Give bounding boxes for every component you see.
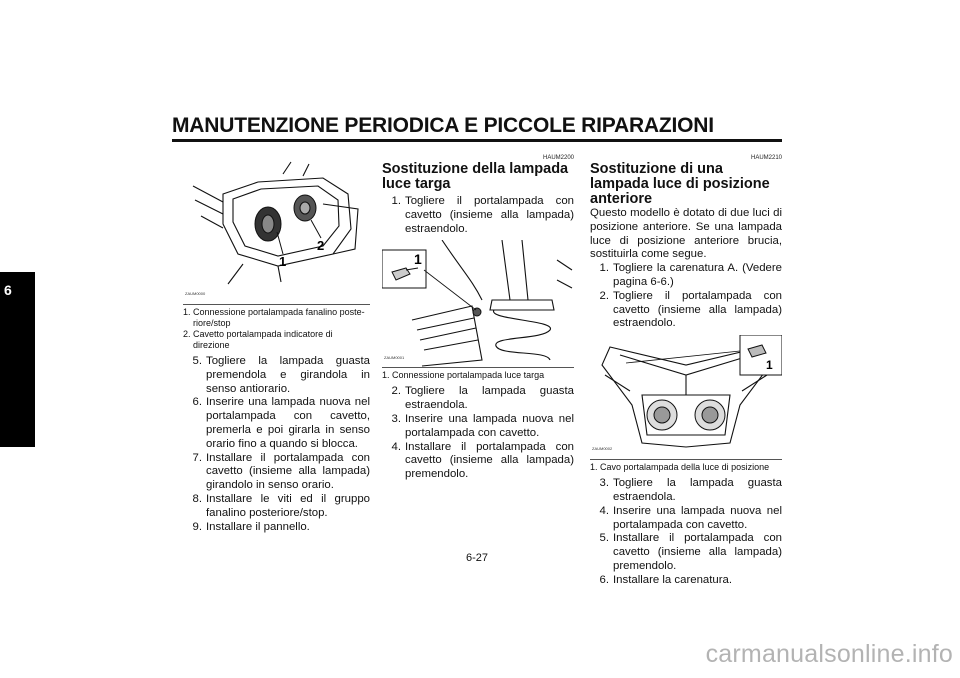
figure-callout: 1 [279, 254, 287, 269]
step-number: 7. [192, 451, 202, 464]
step-text: Installare il pannello. [206, 520, 310, 533]
column-1 [183, 154, 370, 534]
section-heading: Sostituzione di una lampada luce di posizione anteriore [590, 161, 770, 207]
step-text: Inserire una lampada nuova nel portalampada con cavetto. [613, 504, 782, 531]
caption-list [183, 307, 370, 351]
step-text: Installare la carenatura. [613, 573, 733, 586]
caption-list [382, 370, 574, 381]
step [590, 477, 782, 505]
step-text: Togliere la lampada guasta estraendola. [405, 385, 574, 412]
step-number: 6. [192, 396, 202, 409]
step [382, 441, 574, 482]
step-number: 1. [599, 262, 609, 275]
step-text: Installare le viti ed il gruppo fanalino posteriore/stop. [206, 492, 370, 519]
step [183, 493, 370, 521]
figure-callout: 1 [414, 251, 422, 268]
step-text: Installare il portalampada con cavetto (insieme alla lampada) premendolo. [405, 440, 574, 481]
front-fairing-illustration [590, 335, 782, 459]
caption: 2. Cavetto portalampada indicatore di direzione [183, 329, 333, 350]
step-list [183, 355, 370, 534]
step [183, 452, 370, 493]
step [183, 355, 370, 396]
step [183, 396, 370, 451]
step-number: 9. [192, 520, 202, 533]
step-list [590, 477, 782, 587]
chapter-tab [0, 272, 35, 447]
step-text: Togliere la lampada guasta premendola e girandola in senso antiorario. [206, 355, 370, 395]
step-list [382, 385, 574, 482]
figure-id: ZAUM0000 [185, 291, 206, 297]
license-light-figure [382, 240, 574, 368]
column-3 [590, 154, 782, 588]
step-number: 3. [599, 477, 609, 490]
step-text: Inserire una lampada nuova nel portalampada con cavetto. [405, 412, 574, 439]
title-rule [172, 139, 782, 142]
section-code: HAUM2200 [542, 155, 574, 161]
step [590, 290, 782, 331]
taillight-illustration [183, 154, 370, 304]
section-heading: Sostituzione della lampada luce targa [382, 161, 569, 192]
step-text: Installare il portalampada con cavetto (insieme alla lampada) girandolo in senso orario. [206, 451, 370, 492]
step-number: 6. [599, 573, 609, 586]
caption: 1. Cavo portalampada della luce di posizione [590, 462, 770, 473]
step [382, 195, 574, 236]
chapter-tab-number: 6 [4, 282, 12, 298]
step-number: 5. [192, 355, 202, 367]
step-number: 1. [391, 195, 401, 207]
step [183, 521, 370, 535]
step-text: Togliere il portalampada con cavetto (insieme alla lampada) estraendolo. [405, 195, 574, 235]
step-number: 5. [599, 532, 609, 545]
step-text: Installare il portalampada con cavetto (insieme alla lampada) premendolo. [613, 532, 782, 572]
page-number: 6-27 [466, 552, 489, 564]
position-light-figure [590, 335, 782, 460]
step [590, 574, 782, 588]
step-number: 4. [599, 504, 609, 517]
step-number: 2. [599, 289, 609, 302]
figure-callout: 2 [317, 238, 325, 253]
step-text: Inserire una lampada nuova nel portalampada con cavetto, premerla e poi girarla in senso orario fino a quando si blocca. [206, 396, 370, 450]
caption: 1. Connessione portalampada fanalino poste-riore/stop [183, 307, 365, 328]
step-number: 8. [192, 492, 202, 505]
section-code: HAUM2210 [750, 155, 782, 161]
step-text: Togliere la carenatura A. (Vedere pagina 6-6.) [613, 262, 782, 288]
page-title: MANUTENZIONE PERIODICA E PICCOLE RIPARAZIONI [172, 114, 714, 137]
step-text: Togliere il portalampada con cavetto (insieme alla lampada) estraendolo. [613, 289, 782, 330]
step-number: 3. [391, 412, 401, 425]
step-number: 2. [391, 385, 401, 398]
step [590, 532, 782, 573]
step [382, 413, 574, 441]
taillight-figure [183, 154, 370, 305]
step-list [382, 195, 574, 236]
caption-list [590, 462, 782, 473]
figure-id: ZAUM0001 [384, 354, 405, 360]
intro-paragraph: Questo modello è dotato di due luci di posizione anteriore. Se una lampada luce di posizione anteriore brucia, sostituirla come segue. [590, 207, 782, 261]
column-2 [382, 154, 574, 482]
step-list [590, 262, 782, 331]
figure-id: ZAUM0002 [592, 446, 613, 452]
step-number: 4. [391, 440, 401, 453]
step [590, 505, 782, 533]
step [590, 262, 782, 290]
license-light-illustration [382, 240, 574, 367]
caption: 1. Connessione portalampada luce targa [382, 370, 545, 381]
watermark: carmanualsonline.info [705, 640, 953, 668]
step [382, 385, 574, 413]
step-text: Togliere la lampada guasta estraendola. [613, 477, 782, 503]
figure-callout: 1 [766, 358, 773, 373]
